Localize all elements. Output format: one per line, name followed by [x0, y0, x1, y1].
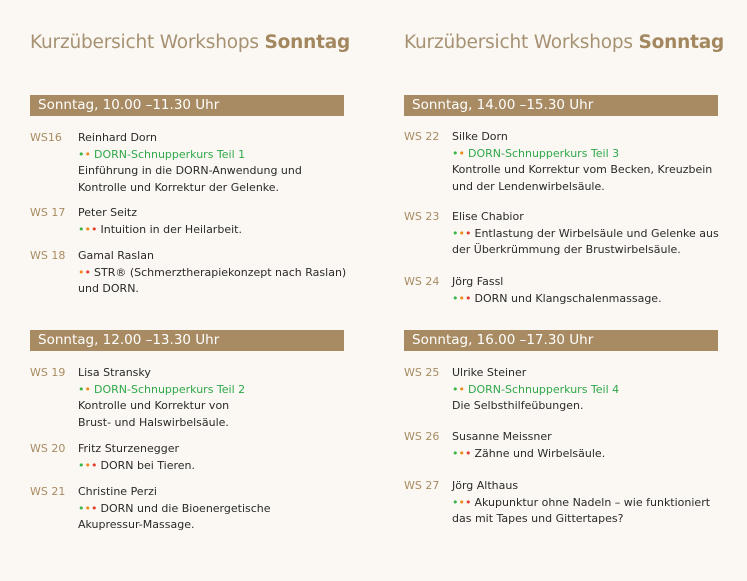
workshop-description: Einführung in die DORN-Anwendung und	[78, 164, 302, 177]
session-block	[404, 95, 718, 116]
workshop-description: Akupressur-Massage.	[78, 518, 195, 531]
workshop-topic: DORN-Schnupperkurs Teil 2	[94, 382, 246, 396]
speaker-name: Ulrike Steiner	[452, 366, 527, 379]
level-dots-icon: •••	[452, 446, 472, 460]
topic-line	[78, 382, 350, 399]
workshop-description: das mit Tapes und Gittertapes?	[452, 512, 624, 525]
topic-line	[78, 222, 350, 239]
topic-line	[452, 495, 724, 512]
workshop-details	[452, 429, 724, 462]
workshop-topic: DORN-Schnupperkurs Teil 4	[468, 382, 620, 396]
session-header: Sonntag, 16.00 –17.30 Uhr	[404, 330, 718, 351]
workshop-details	[452, 365, 724, 415]
session-block	[30, 95, 344, 116]
topic-line	[452, 146, 724, 163]
level-dots-icon: •••	[452, 226, 472, 240]
speaker-name: Susanne Meissner	[452, 430, 552, 443]
workshop-description: Kontrolle und Korrektur der Gelenke.	[78, 180, 280, 194]
speaker-name: Christine Perzi	[78, 485, 157, 498]
workshop-details	[78, 365, 350, 431]
level-dots-icon: •••	[452, 495, 472, 509]
topic-line	[452, 446, 724, 463]
level-dots-icon: ••	[78, 147, 91, 161]
topic-line	[78, 265, 350, 282]
workshop-details	[78, 441, 350, 474]
speaker-name: Reinhard Dorn	[78, 131, 157, 144]
speaker-name: Fritz Sturzenegger	[78, 442, 180, 455]
session-block	[30, 330, 344, 351]
level-dots-icon: •••	[78, 222, 98, 236]
speaker-name: Jörg Althaus	[452, 479, 519, 492]
workshop-number: WS 27	[404, 479, 440, 492]
speaker-name: Silke Dorn	[452, 130, 508, 143]
session-header: Sonntag, 14.00 –15.30 Uhr	[404, 95, 718, 116]
speaker-name: Peter Seitz	[78, 206, 138, 219]
workshop-topic: Akupunktur ohne Nadeln – wie funktioniert	[474, 495, 711, 509]
workshop-topic: DORN und Klangschalenmassage.	[474, 291, 662, 305]
workshop-number: WS 23	[404, 210, 440, 223]
topic-line	[452, 382, 724, 399]
level-dots-icon: ••	[78, 382, 91, 396]
workshop-number: WS 22	[404, 130, 440, 143]
speaker-name: Gamal Raslan	[78, 249, 154, 262]
workshop-details	[78, 130, 350, 196]
workshop-number: WS 25	[404, 366, 440, 379]
workshop-details	[78, 205, 350, 238]
level-dots-icon: ••	[452, 146, 465, 160]
workshop-description: Brust- und Halswirbelsäule.	[78, 415, 229, 429]
workshop-topic: DORN-Schnupperkurs Teil 1	[94, 147, 246, 161]
topic-line	[452, 226, 724, 243]
workshop-number: WS 20	[30, 442, 66, 455]
workshop-details	[452, 209, 724, 259]
workshop-topic: Zähne und Wirbelsäule.	[474, 446, 606, 460]
workshop-description: Kontrolle und Korrektur vom Becken, Kreuzbein	[452, 163, 713, 176]
workshop-details	[78, 484, 350, 534]
workshop-details	[78, 248, 350, 298]
topic-line	[78, 501, 350, 518]
session-header: Sonntag, 10.00 –11.30 Uhr	[30, 95, 344, 116]
workshop-number: WS 21	[30, 485, 66, 498]
workshop-number: WS 17	[30, 206, 66, 219]
workshop-topic: DORN bei Tieren.	[100, 458, 196, 472]
workshop-description: und der Lendenwirbelsäule.	[452, 179, 605, 193]
page-title: Kurzübersicht Workshops Sonntag	[404, 32, 725, 53]
topic-line	[452, 291, 724, 308]
workshop-details	[452, 274, 724, 307]
topic-line	[78, 458, 350, 475]
workshop-topic: DORN und die Bioenergetische	[100, 501, 271, 515]
workshop-details	[452, 478, 724, 528]
level-dots-icon: •••	[78, 458, 98, 472]
speaker-name: Jörg Fassl	[452, 275, 504, 288]
workshop-topic: STR® (Schmerztherapiekonzept nach Raslan)	[94, 265, 347, 279]
speaker-name: Lisa Stransky	[78, 366, 151, 379]
workshop-number: WS 26	[404, 430, 440, 443]
workshop-topic: DORN-Schnupperkurs Teil 3	[468, 146, 620, 160]
workshop-details	[452, 129, 724, 195]
workshop-description: der Überkrümmung der Brustwirbelsäule.	[452, 243, 681, 256]
workshop-topic: Entlastung der Wirbelsäule und Gelenke aus	[474, 226, 719, 240]
workshop-description: Kontrolle und Korrektur von	[78, 399, 230, 412]
session-block	[404, 330, 718, 351]
level-dots-icon: •••	[452, 291, 472, 305]
topic-line	[78, 147, 350, 164]
session-header: Sonntag, 12.00 –13.30 Uhr	[30, 330, 344, 351]
workshop-topic: Intuition in der Heilarbeit.	[100, 222, 242, 236]
level-dots-icon: ••	[78, 265, 91, 279]
level-dots-icon: ••	[452, 382, 465, 396]
speaker-name: Elise Chabior	[452, 210, 524, 223]
workshop-number: WS 18	[30, 249, 66, 262]
workshop-number: WS16	[30, 131, 62, 144]
level-dots-icon: •••	[78, 501, 98, 515]
workshop-description: und DORN.	[78, 282, 139, 295]
page-title: Kurzübersicht Workshops Sonntag	[30, 32, 351, 53]
workshop-number: WS 24	[404, 275, 440, 288]
workshop-description: Die Selbsthilfeübungen.	[452, 399, 584, 412]
workshop-number: WS 19	[30, 366, 66, 379]
